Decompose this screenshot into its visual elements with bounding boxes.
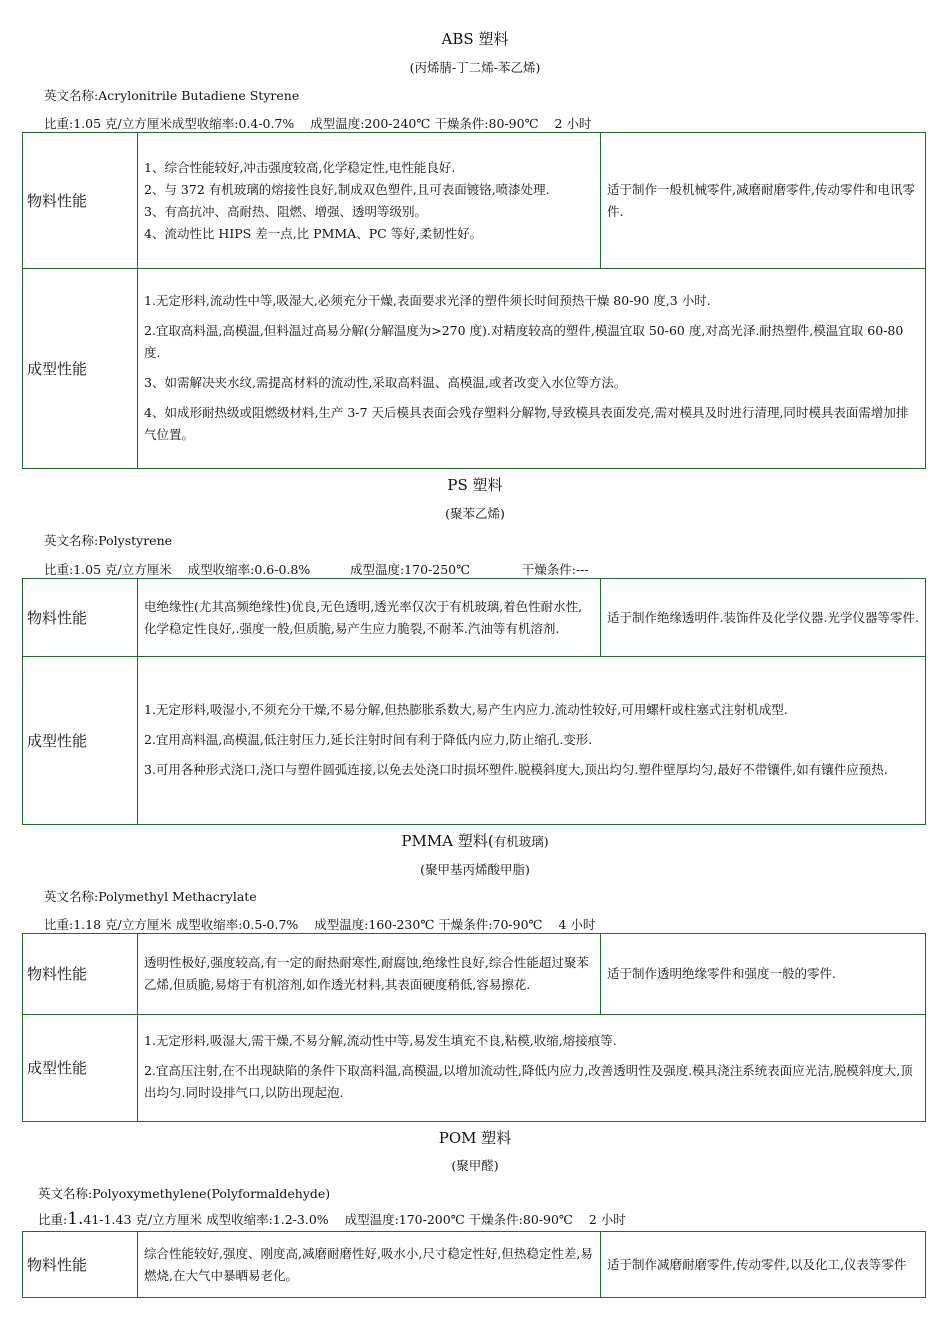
pmma-molding-text: [138, 1015, 926, 1122]
ps-english-name: 英文名称:Polystyrene: [44, 533, 173, 548]
ps-spec-shrink: 成型收缩率:0.6-0.8%: [187, 562, 311, 577]
pmma-spec-time: 4 小时: [558, 917, 596, 932]
ps-molding-label: 成型性能: [23, 657, 138, 825]
abs-property-item: 2、与 372 有机玻璃的熔接性良好,制成双色塑件,且可表面镀铬,喷漆处理.: [144, 181, 550, 197]
abs-molding-label: 成型性能: [23, 269, 138, 469]
abs-molding-item: 3、如需解决夹水纹,需提高材料的流动性,采取高料温、高模温,或者改变入水位等方法。: [144, 374, 627, 390]
ps-molding-item: 3.可用各种形式浇口,浇口与塑件圆弧连接,以免去处浇口时损坏塑件.脱模斜度大,顶出均匀.塑件壁厚均匀,最好不带镶件,如有镶件应预热.: [144, 761, 888, 777]
pmma-specs: [44, 915, 595, 933]
pom-english-name: 英文名称:Polyoxymethylene(Polyformaldehyde): [38, 1186, 331, 1201]
pmma-property-item: 透明性极好,强度较高,有一定的耐热耐寒性,耐腐蚀,绝缘性良好,综合性能超过聚苯乙烯,但质脆,易熔于有机溶剂,如作透光材料,其表面硬度稍低,容易擦花.: [144, 955, 589, 992]
ps-specs: [44, 560, 589, 578]
abs-molding-row: [23, 269, 926, 469]
pmma-molding-label: 成型性能: [23, 1015, 138, 1122]
abs-property-row: [23, 133, 926, 269]
ps-property-item: 电绝缘性(尤其高频绝缘性)优良,无色透明,透光率仅次于有机玻璃,着色性耐水性,化学稳定性良好,.强度一般,但质脆,易产生应力脆裂,不耐苯.汽油等有机溶剂.: [144, 598, 583, 636]
ps-molding-item: 1.无定形料,吸湿小,不须充分干燥,不易分解,但热膨胀系数大,易产生内应力.流动性较好,可用螺杆或柱塞式注射机成型.: [144, 701, 788, 717]
abs-molding-item: 2.宜取高料温,高模温,但料温过高易分解(分解温度为>270 度).对精度较高的塑件,模温宜取 50-60 度,对高光泽.耐热塑件,模温宜取 60-80 度.: [144, 322, 904, 360]
pmma-molding-item: 1.无定形料,吸湿大,需干燥,不易分解,流动性中等,易发生填充不良,粘模,收缩,熔接痕等.: [144, 1033, 617, 1048]
abs-spec-time: 2 小时: [554, 116, 592, 131]
abs-molding-text: [138, 269, 926, 469]
pmma-english-name: 英文名称:Polymethyl Methacrylate: [44, 889, 257, 904]
pom-application: 适于制作减磨耐磨零件,传动零件,以及化工,仪表等零件: [601, 1232, 926, 1298]
pmma-molding-item: 2.宜高压注射,在不出现缺陷的条件下取高料温,高模温,以增加流动性,降低内应力,改善透明性及强度.模具浇注系统表面应光洁,脱模斜度大,顶出均匀.同时设排气口,以防出现起泡.: [144, 1063, 913, 1100]
pmma-table: [22, 933, 926, 1122]
abs-property-item: 4、流动性比 HIPS 差一点,比 PMMA、PC 等好,柔韧性好。: [144, 225, 483, 241]
pom-property-label: 物料性能: [23, 1232, 138, 1298]
abs-spec-drying: 干燥条件:80-90℃: [434, 116, 539, 131]
abs-spec-density: 比重:1.05 克/立方厘米成型收缩率:0.4-0.7%: [44, 116, 295, 131]
abs-property-text: [138, 133, 601, 269]
pmma-property-row: [23, 934, 926, 1015]
ps-application: 适于制作绝缘透明件.装饰件及化学仪器.光学仪器等零件.: [601, 579, 926, 657]
ps-property-text: [138, 579, 601, 657]
ps-molding-text: [138, 657, 926, 825]
pom-spec-prefix: 比重:: [38, 1212, 68, 1227]
ps-property-label: 物料性能: [23, 579, 138, 657]
abs-table: [22, 132, 926, 469]
pmma-spec-temp: 成型温度:160-230℃ 干燥条件:70-90℃: [314, 917, 543, 932]
pmma-property-label: 物料性能: [23, 934, 138, 1015]
abs-spec-temp: 成型温度:200-240℃: [310, 116, 431, 131]
pom-table: [22, 1231, 926, 1298]
abs-property-item: 1、综合性能较好,冲击强度较高,化学稳定性,电性能良好.: [144, 159, 456, 175]
pmma-title-main: PMMA 塑料(: [401, 832, 494, 850]
pom-property-text: [138, 1232, 601, 1298]
pmma-title-alias: 有机玻璃): [493, 834, 549, 849]
abs-english-name: 英文名称:Acrylonitrile Butadiene Styrene: [44, 88, 300, 103]
pmma-subtitle: (聚甲基丙烯酸甲脂): [420, 862, 530, 877]
pom-title: POM 塑料: [438, 1129, 512, 1147]
abs-molding-item: 1.无定形料,流动性中等,吸湿大,必须充分干燥,表面要求光泽的塑件须长时间预热干燥 80-90 度,3 小时.: [144, 292, 711, 308]
ps-property-row: [23, 579, 926, 657]
pom-spec-big: 1.: [67, 1209, 84, 1229]
abs-property-item: 3、有高抗冲、高耐热、阻燃、增强、透明等级别。: [144, 203, 427, 219]
pom-specs: [38, 1209, 626, 1229]
pom-spec-density: 41-1.43 克/立方厘米 成型收缩率:1.2-3.0%: [83, 1212, 329, 1227]
abs-molding-item: 4、如成形耐热级或阻燃级材料,生产 3-7 天后模具表面会残存塑料分解物,导致模具表面发亮,需对模具及时进行清理,同时模具表面需增加排气位置。: [144, 404, 909, 442]
ps-molding-item: 2.宜用高料温,高模温,低注射压力,延长注射时间有利于降低内应力,防止缩孔.变形.: [144, 731, 593, 747]
pom-spec-time: 2 小时: [588, 1212, 626, 1227]
ps-subtitle: (聚苯乙烯): [445, 506, 505, 521]
ps-spec-temp: 成型温度:170-250℃: [349, 562, 471, 577]
pom-property-row: [23, 1232, 926, 1298]
ps-molding-row: [23, 657, 926, 825]
pmma-application: 适于制作透明绝缘零件和强度一般的零件.: [601, 934, 926, 1015]
ps-spec-density: 比重:1.05 克/立方厘米: [44, 562, 172, 577]
pom-subtitle: (聚甲醛): [451, 1158, 499, 1173]
abs-title: ABS 塑料: [441, 30, 509, 48]
pmma-title: [0, 830, 950, 851]
pmma-property-text: [138, 934, 601, 1015]
abs-specs: [44, 114, 591, 132]
pom-spec-temp: 成型温度:170-200℃ 干燥条件:80-90℃: [344, 1212, 573, 1227]
pom-property-item: 综合性能较好,强度、刚度高,减磨耐磨性好,吸水小,尺寸稳定性好,但热稳定性差,易燃烧,在大气中暴晒易老化。: [144, 1245, 593, 1283]
ps-table: [22, 578, 926, 825]
abs-application: 适于制作一般机械零件,减磨耐磨零件,传动零件和电讯零件.: [601, 133, 926, 269]
pmma-spec-density: 比重:1.18 克/立方厘米 成型收缩率:0.5-0.7%: [44, 917, 299, 932]
abs-subtitle: (丙烯腈-丁二烯-苯乙烯): [409, 60, 541, 75]
pmma-molding-row: [23, 1015, 926, 1122]
ps-spec-drying: 干燥条件:---: [521, 562, 589, 577]
abs-property-label: 物料性能: [23, 133, 138, 269]
ps-title: PS 塑料: [447, 476, 503, 494]
